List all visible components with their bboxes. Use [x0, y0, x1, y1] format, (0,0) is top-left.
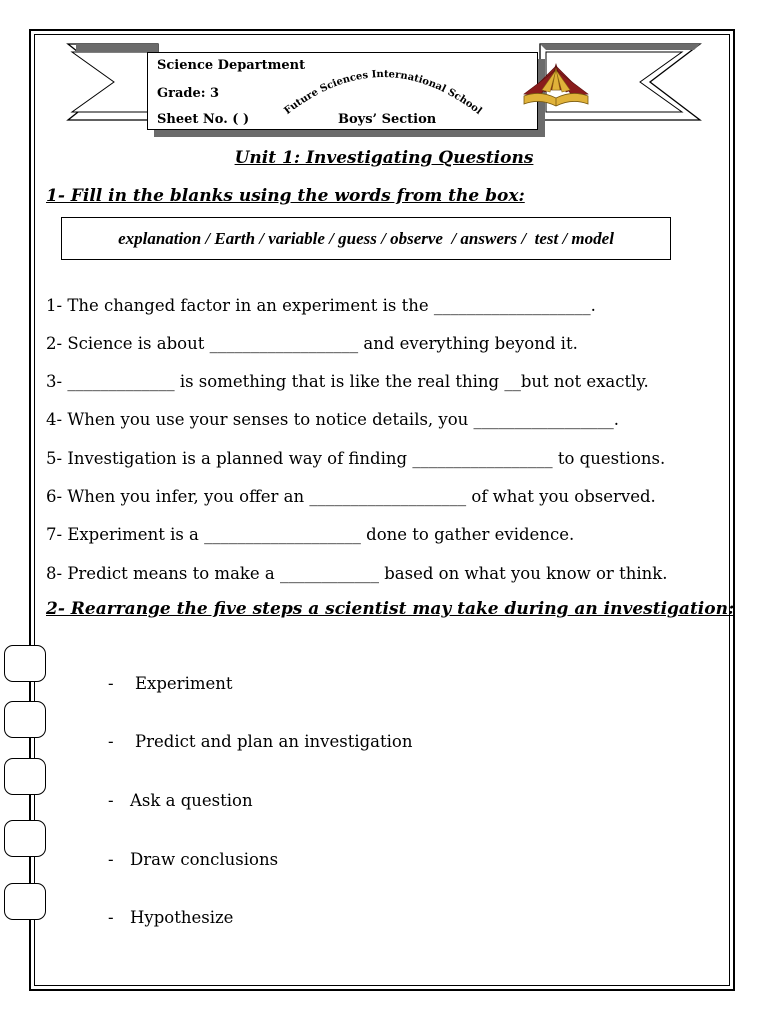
fill-blank-line-7: 7- Experiment is a ___________________ done to gather evidence.: [46, 525, 575, 544]
step-item-4: Draw conclusions: [130, 850, 279, 869]
fill-blank-line-8: 8- Predict means to make a ____________ based on what you know or think.: [46, 564, 668, 583]
step-item-5: Hypothesize: [130, 908, 234, 927]
grade-label: Grade: 3: [157, 86, 220, 101]
step-bullet: -: [108, 908, 114, 927]
fill-blank-line-5: 5- Investigation is a planned way of finding _________________ to questions.: [46, 449, 666, 468]
step-item-1: Experiment: [135, 674, 233, 693]
step-bullet: -: [108, 732, 114, 751]
step-order-box-3[interactable]: [4, 758, 46, 795]
step-connector: [34, 682, 35, 700]
question2-heading: 2- Rearrange the five steps a scientist may take during an investigation:: [46, 599, 735, 619]
step-bullet: -: [108, 791, 114, 810]
fill-blank-line-2: 2- Science is about __________________ and everything beyond it.: [46, 334, 578, 353]
step-bullet: -: [108, 850, 114, 869]
step-bullet: -: [108, 674, 114, 693]
step-order-box-1[interactable]: [4, 645, 46, 682]
step-order-box-5[interactable]: [4, 883, 46, 920]
page-title: Unit 1: Investigating Questions: [234, 148, 534, 168]
sheet-number-label: Sheet No. ( ): [157, 112, 250, 127]
step-connector: [34, 857, 35, 885]
step-order-box-4[interactable]: [4, 820, 46, 857]
department-label: Science Department: [157, 58, 306, 73]
svg-text:Future Sciences International: Future Sciences International School: [282, 68, 484, 117]
fill-blank-line-3: 3- _____________ is something that is like the real thing __but not exactly.: [46, 372, 649, 391]
fill-blank-line-1: 1- The changed factor in an experiment is the ___________________.: [46, 296, 596, 315]
step-connector: [34, 740, 35, 758]
step-connector: [34, 796, 35, 820]
school-name-arc: [278, 52, 488, 122]
fill-blank-line-6: 6- When you infer, you offer an ___________________ of what you observed.: [46, 487, 656, 506]
word-bank-box: explanation / Earth / variable / guess / observe / answers / test / model: [61, 217, 671, 260]
page-border-inner: [34, 34, 730, 986]
fill-blank-line-4: 4- When you use your senses to notice details, you _________________.: [46, 410, 620, 429]
question1-heading: 1- Fill in the blanks using the words from the box:: [46, 186, 525, 206]
step-item-2: Predict and plan an investigation: [135, 732, 413, 751]
step-order-box-2[interactable]: [4, 701, 46, 738]
step-connector: [34, 919, 35, 981]
section-label: Boys’ Section: [338, 112, 437, 127]
school-logo-icon: [518, 58, 594, 112]
step-item-3: Ask a question: [130, 791, 253, 810]
